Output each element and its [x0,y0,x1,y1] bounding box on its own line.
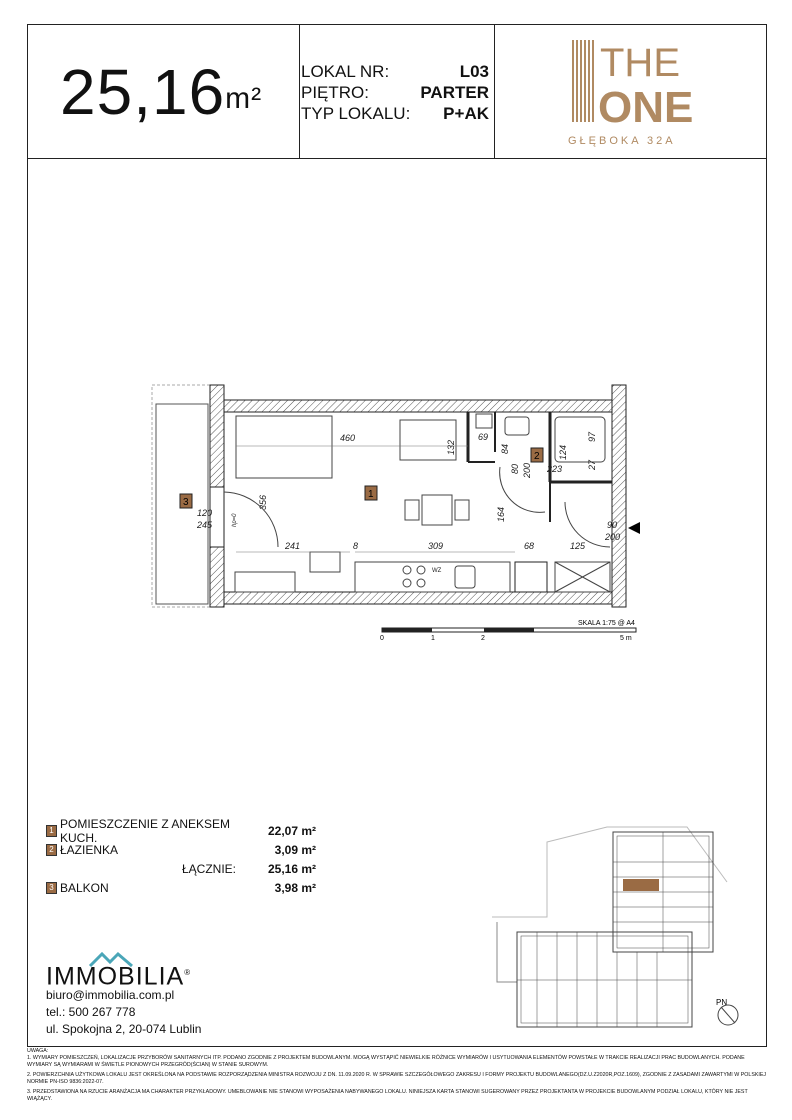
dim-kitchen: 309 [428,541,444,551]
info-row-type [301,103,489,124]
contact-block [46,950,201,1038]
dim-balcony-door-width: 120 [197,508,213,518]
legend-name: ŁAZIENKA [60,842,119,857]
contact-phone[interactable]: tel.: 500 267 778 [46,1005,136,1020]
info-label: TYP LOKALU: [301,104,411,123]
header-divider [299,24,300,159]
dim-bath: 124 [558,444,568,460]
dim-entry-height: 200 [605,532,621,542]
unit-info [301,61,489,124]
dim-balcony-door-height: 245 [197,520,213,530]
dim-balcony-door: 356 [258,494,268,510]
dim-small: 27 [587,459,597,470]
info-value: PARTER [420,83,489,102]
dim-shaft-width: 68 [524,541,535,551]
dim-hall: 164 [496,506,506,522]
dim-desk-wall: 241 [285,541,301,551]
dim-door-height: 200 [522,462,532,478]
legend-value: 3,09 m² [274,842,316,857]
legend-number: 3 [46,882,57,894]
scale-tick: 5 m [620,635,632,642]
scale-label: SKALA 1:75 @ A4 [578,620,635,627]
dim-wardrobe: 125 [570,541,586,551]
header-divider [494,24,495,159]
scale-bar-segment [484,628,534,632]
wall-south [224,592,612,604]
brand-text: IMMOBILIA [46,962,185,991]
note-2: 2. POWIERZCHNIA UŻYTKOWA LOKALU JEST OKREŚLONA NA PODSTAWIE ROZPORZĄDZENIA MINISTRA ROZWOJU Z DN. 11.09.2020 R. W SPRAWIE SZCZEGÓŁOWEGO ZAKRESU I FORMY PROJEKTU BUDOWLANEGO(DZ.U.Z2020R,POZ.1609), ZGODNIE Z ZASADAMI ZAWARTYMI W POLSKIEJ NORMIE PN-ISO 9836:2022-07. [27,1072,767,1085]
room-label-1: 1 [368,489,374,500]
legend-name: POMIESZCZENIE Z ANEKSEM KUCH. [60,816,231,845]
shaft [476,414,492,428]
dim-width-room: 460 [340,433,356,443]
dim-entry-width: 90 [607,520,618,530]
legend-row [46,840,316,859]
info-label: LOKAL NR: [301,62,390,81]
kitchen-counter [355,562,510,592]
the-one-logo [560,38,705,153]
info-value: P+AK [443,104,489,123]
room-label-3: 3 [183,497,189,508]
brand-reg: ® [184,968,192,977]
room-label-2: 2 [534,451,540,462]
legend-value: 3,98 m² [274,880,316,895]
dim-door: 80 [510,463,520,474]
balcony-door-gap [210,487,224,547]
dim-depth: 132 [446,439,456,455]
legend-name: BALKON [60,880,109,895]
area-value: 25,16 [60,56,226,128]
legend-number: 1 [46,825,57,837]
info-row-floor [301,82,489,103]
dim-tub: 97 [587,431,597,442]
legend-number: 2 [46,844,57,856]
legend-value: 22,07 m² [267,823,316,838]
hob [403,566,411,574]
dim-bath-depth: 84 [500,443,510,454]
legend-row [46,878,316,897]
dim-threshold: hp=0 [232,513,238,527]
bed [236,416,332,478]
dim-bath-width: 223 [547,464,563,474]
hob [417,566,425,574]
scale-tick: 1 [431,635,435,642]
hob [417,579,425,587]
brand-name [46,962,201,991]
legend-row [46,816,316,845]
legend-total [46,859,316,878]
footnotes [27,1048,767,1103]
total-value: 25,16 m² [267,861,316,876]
logo-address: GŁĘBOKA 32A [568,135,676,147]
north-label: PN [716,998,728,1007]
note-1: 1. WYMIARY POMIESZCZEŃ, LOKALIZACJE PRZYBORÓW SANITARNYCH ITP. PODANO ZGODNIE Z PROJEKTEM BUDOWLANYM. MOGĄ WYSTĄPIĆ NIEWIELKIE RÓŻNICE WYMIARÓW I USYTUOWANIA ELEMENTÓW POWSTAŁE W TRAKCIE REALIZACJI PRAC BUDOWLANYCH. PODANE WYMIARY SĄ WYMIARAMI W ŚWIETLE PIONOWYCH PRZEGRÓD(ŚCIAN) W STANIE SUROWYM. [27,1055,745,1068]
area-unit: m² [225,82,263,115]
floor-plan [150,382,650,652]
dim-shaft: 69 [478,432,489,442]
area-legend [46,816,316,897]
unit-highlight [623,879,659,891]
table [422,495,452,525]
site-key-plan [487,822,755,1044]
info-value: L03 [459,62,489,81]
total-label: ŁĄCZNIE: [181,861,236,876]
desk-chair [310,552,340,572]
label-wz: WZ [432,568,442,574]
logo-line2: ONE [598,83,694,132]
sink [455,566,475,588]
contact-address: ul. Spokojna 2, 20-074 Lublin [46,1022,202,1037]
north-needle [721,1007,735,1023]
scale-bar-segment [382,628,432,632]
scale-tick: 0 [380,635,384,642]
wall-north [224,400,612,412]
note-3: 3. PRZEDSTAWIONA NA RZUCIE ARANŻACJA MA CHARAKTER PRZYKŁADOWY. UMEBLOWANIE NIE STANOWI WYPOSAŻENIA NABYWANEGO LOKALU. NINIEJSZA KARTA STANOWI SUGEROWANY PRZEZ PROJEKTANTA W PROJEKCIE BUDOWLANYM PODZIAŁ LOKALU, KTÓRY NIE JEST WIĄŻĄCY. [27,1089,748,1102]
dim-gap: 8 [353,541,359,551]
area-total [60,55,262,129]
chair [455,500,469,520]
info-label: PIĘTRO: [301,83,370,102]
hob [403,579,411,587]
info-row-number [301,61,489,82]
contact-email[interactable]: biuro@immobilia.com.pl [46,988,175,1003]
chair [405,500,419,520]
entrance-arrow [628,522,640,534]
technical-shaft [515,562,547,592]
toilet [505,417,529,435]
notes-title: UWAGA: [27,1048,49,1054]
logo-line1: THE [600,41,680,85]
wall-east [612,385,626,607]
desk [235,572,295,592]
scale-tick: 2 [481,635,485,642]
